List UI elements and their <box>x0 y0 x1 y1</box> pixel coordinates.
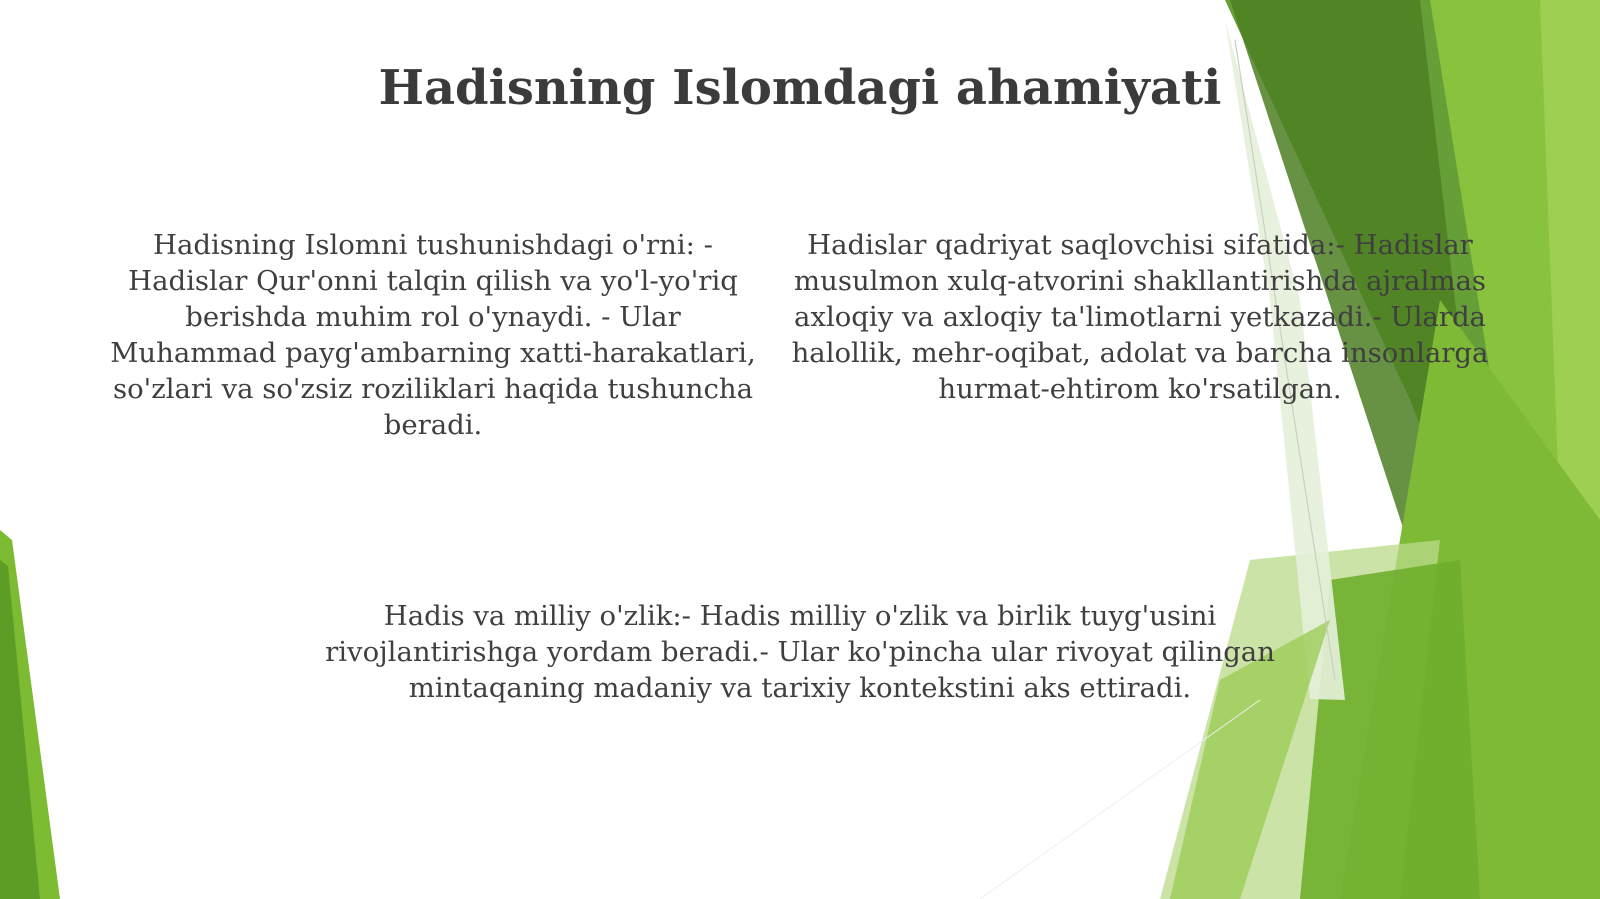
text-block-role-of-hadith: Hadisning Islomni tushunishdagi o'rni: - Hadislar Qur'onni talqin qilish va yo'l-yo'riq berishda muhim rol o'ynaydi. - Ular Muhammad payg'ambarning xatti-harakatlari, so'zlari va so'zsiz roziliklari haqida tushuncha beradi. <box>110 229 756 441</box>
text-block-hadith-values: Hadislar qadriyat saqlovchisi sifatida:- Hadislar musulmon xulq-atvorini shakllantirishda ajralmas axloqiy va axloqiy ta'limotlarni yetkazadi.- Ularda halollik, mehr-oqibat, adolat va barcha insonlarga hurmat-ehtirom ko'rsatilgan. <box>791 229 1489 405</box>
slide-title: Hadisning Islomdagi ahamiyati <box>378 60 1222 116</box>
text-block-national-identity: Hadis va milliy o'zlik:- Hadis milliy o'zlik va birlik tuyg'usini rivojlantirishga yordam beradi.- Ular ko'pincha ular rivoyat qilingan mintaqaning madaniy va tarixiy kontekstini aks ettiradi. <box>325 600 1275 704</box>
